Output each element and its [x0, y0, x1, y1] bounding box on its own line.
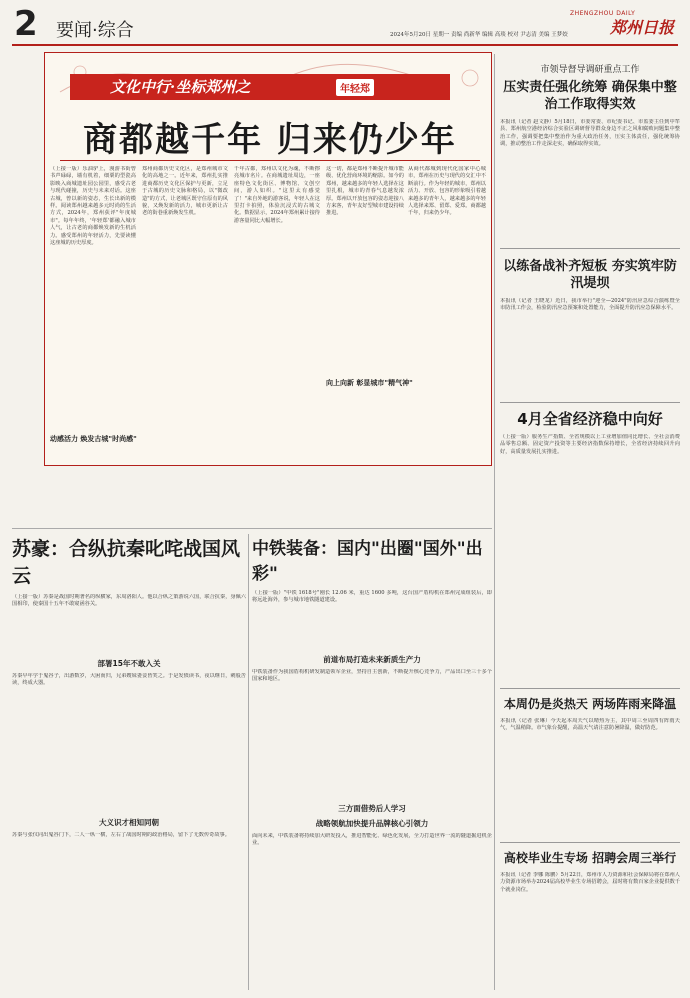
- right-item-5: [500, 850, 680, 972]
- title-rule: [60, 160, 480, 161]
- header-divider: [12, 44, 678, 46]
- feature-column-2: 郑州商都历史文化区，是郑州城市文化的高地之一。近年来，郑州扎实推进商都历史文化区保护与更新，立足于古城的历史文脉和格局，以"微改造"的方式，让老城区既守住原有的风貌，又焕发新的活力，城市更新让古老的街巷重新焕发生机。: [142, 166, 228, 217]
- item2-title: 以练备战补齐短板 夯实筑牢防汛堤坝: [503, 259, 677, 291]
- crtg-body-2: 中铁装备作为我国盾构机研发制造领军企业，坚持自主创新，不断提升核心竞争力，产品出口至三十多个国家和地区。: [252, 669, 492, 683]
- feature-subhead-1: 动感活力 焕发古城"时尚感": [50, 435, 137, 443]
- item2-body: 本报讯（记者 王晓龙）近日，我市举行"迎全—2024"防汛应急综合演练暨全市防汛工作会，检验防汛应急预案和处置能力，全面提升防汛应急保障水平。: [500, 298, 680, 312]
- feature-column-5: 从商代都城到现代化国家中心城市，郑州在历史与现代的交汇中不断前行。作为年轻的城市，郑州以活力、开放、包容的形象吸引着越来越多的青年人，越来越多的年轻人选择来郑、留郑、爱郑。商都越千年，归来仍少年。: [408, 166, 486, 217]
- crtg-body-1: （上接一版）"中铁 1618号"刚长 12.06 米，重达 1600 多吨，这台国产盾构机在郑州完成组装后，即将远赴海外，参与城市地铁隧道建设。: [252, 590, 492, 604]
- right-divider-4: [500, 842, 680, 843]
- right-divider-1: [500, 248, 680, 249]
- crtg-body-3: 面向未来，中铁装备将持续加大研发投入，推进智能化、绿色化发展，全力打造世界一流的隧道掘进机企业。: [252, 833, 492, 847]
- crtg-subhead-1: 前道布局打造未来新质生产力: [323, 655, 421, 664]
- masthead-logo: 郑州日报: [610, 18, 675, 37]
- suqin-subhead-2: 大义识才相知同朝: [99, 818, 159, 827]
- page-number: 2: [14, 4, 38, 44]
- section-suqin: [12, 534, 246, 994]
- item3-title: 4月全省经济稳中向好: [517, 410, 663, 428]
- banner-title: 文化中行·坐标郑州之: [110, 78, 251, 96]
- feature-column-3: 千年古都，郑州以文化为魂，不断擦亮城市名片。在商城遗址周边，一座座特色文化街区、博物馆、文创空间，游人如织。"这里太有感觉了！"来自外地的游客说，年轻人在这里打卡拍照，体验沉浸式的古城文化。数据显示，2024年郑州累计接待游客量同比大幅增长。: [234, 166, 320, 224]
- crtg-subhead-2: 三方面借势后人学习: [338, 804, 406, 813]
- item4-title: 本周仍是炎热天 两场阵雨来降温: [503, 697, 677, 711]
- section-crtg: [252, 534, 492, 994]
- feature-banner: [50, 52, 490, 108]
- right-item-2: [500, 258, 680, 388]
- suqin-subhead-1: 部署15年不敢入关: [97, 659, 161, 668]
- item5-title: 高校毕业生专场 招聘会周三举行: [503, 851, 677, 865]
- item1-kicker: 市领导督导调研重点工作: [540, 65, 640, 75]
- feature-subhead-2: 向上向新 彰显城市"精气神": [326, 379, 413, 387]
- feature-headline: 商都越千年 归来仍少年: [83, 120, 457, 160]
- right-item-1: [500, 62, 680, 249]
- feature-column-4: 这一切，都是郑州不断提升城市能级、优化营商环境的缩影。如今的郑州，越来越多的年轻人选择在这里扎根，城市的青春气息越发浓厚。郑州以开放包容的姿态迎接八方来客，青年友好型城市建设持续推进。: [326, 166, 404, 217]
- item3-body: （上接一版）服务生产指数、全省规模以上工业增加值同比增长、全社会消费品零售总额、固定资产投资等主要经济指数保持增长，全省经济持续回升向好，高质量发展扎实推进。: [500, 434, 680, 455]
- banner-tag: 年轻郑: [336, 79, 374, 96]
- right-item-3: [500, 410, 680, 694]
- right-item-4: [500, 696, 680, 828]
- item5-body: 本报讯（记者 李娜 陈鹏）5月22日，郑州市人力资源和社会保障局将在郑州人力资源市场举办2024届高校毕业生专场招聘会，届时将有数百家企业提供数千个就业岗位。: [500, 872, 680, 893]
- suqin-body-2: 苏秦早年学于鬼谷子，出游数岁，大困而归，兄弟嫂妹妻妾皆笑之。于是发愤读书，夜以继日，刺股苦读，终成大器。: [12, 673, 246, 687]
- masthead-en: ZHENGZHOU DAILY: [570, 10, 636, 17]
- suqin-body-1: （上接一版）苏秦是战国时期著名的纵横家，东周洛阳人。他以合纵之策游说六国，联合抗秦，身佩六国相印，使秦国十五年不敢窥函谷关。: [12, 594, 246, 608]
- section-name: 要闻·综合: [56, 20, 134, 41]
- crtg-title: 中铁装备：国内"出圈"国外"出彩": [252, 539, 483, 584]
- item1-title: 压实责任强化统筹 确保集中整治工作取得实效: [503, 80, 677, 112]
- column-divider: [494, 54, 495, 990]
- right-divider-3: [500, 688, 680, 689]
- suqin-title: 苏豪：合纵抗秦叱咤战国风云: [12, 538, 241, 587]
- bottom-column-divider: [248, 534, 249, 990]
- date-line: 2024年5月20日 星期一 责编 尚新华 编辑 高琰 校对 尹志清 美编 王梦姣: [390, 32, 568, 38]
- item1-body: 本报讯（记者 赵文静）5月18日，市委常委、市纪委书记、市监委主任到中牟县、郑州航空港经济综合实验区调研督导群众身边不正之风和腐败问题集中整治工作，强调要把集中整治作为重大政治任务，压实主体责任，强化统筹协调，推动整治工作走深走实，确保取得实效。: [500, 119, 680, 148]
- right-divider-2: [500, 402, 680, 403]
- suqin-body-3: 苏秦与张仪同出鬼谷门下，二人一纵一横，左右了战国时期的政治格局，留下了无数传奇故事。: [12, 832, 230, 838]
- item4-body: 本报讯（记者 张琳）今天起本周天气以晴热为主，其中周三至周四有阵雨天气，气温稍降。市气象台提醒，高温天气请注意防暑降温，做好防范。: [500, 718, 680, 732]
- crtg-subhead-3: 战略领航加快提升品牌核心引领力: [315, 819, 429, 828]
- feature-column-1: （上接一版）乐油驴上，漫游书街曾书声碌碌，墙有机着，细粟的型瓷高影映入商城遗址园公园里，感受古老与现代碰撞，历史与未来对话。这座古城，曾以新的姿态，生长出新的模样。阅读郑州越来越多元时尚的生活方式，2024年，郑州获评"年度城市"。每年年终，'年轻郑'都融入城市人气，让古老的商都焕发新的生机活力。感受郑州的年轻活力，先要读懂这座城的历史厚度。: [50, 166, 136, 247]
- page-header: [0, 0, 690, 54]
- bottom-divider: [12, 528, 492, 529]
